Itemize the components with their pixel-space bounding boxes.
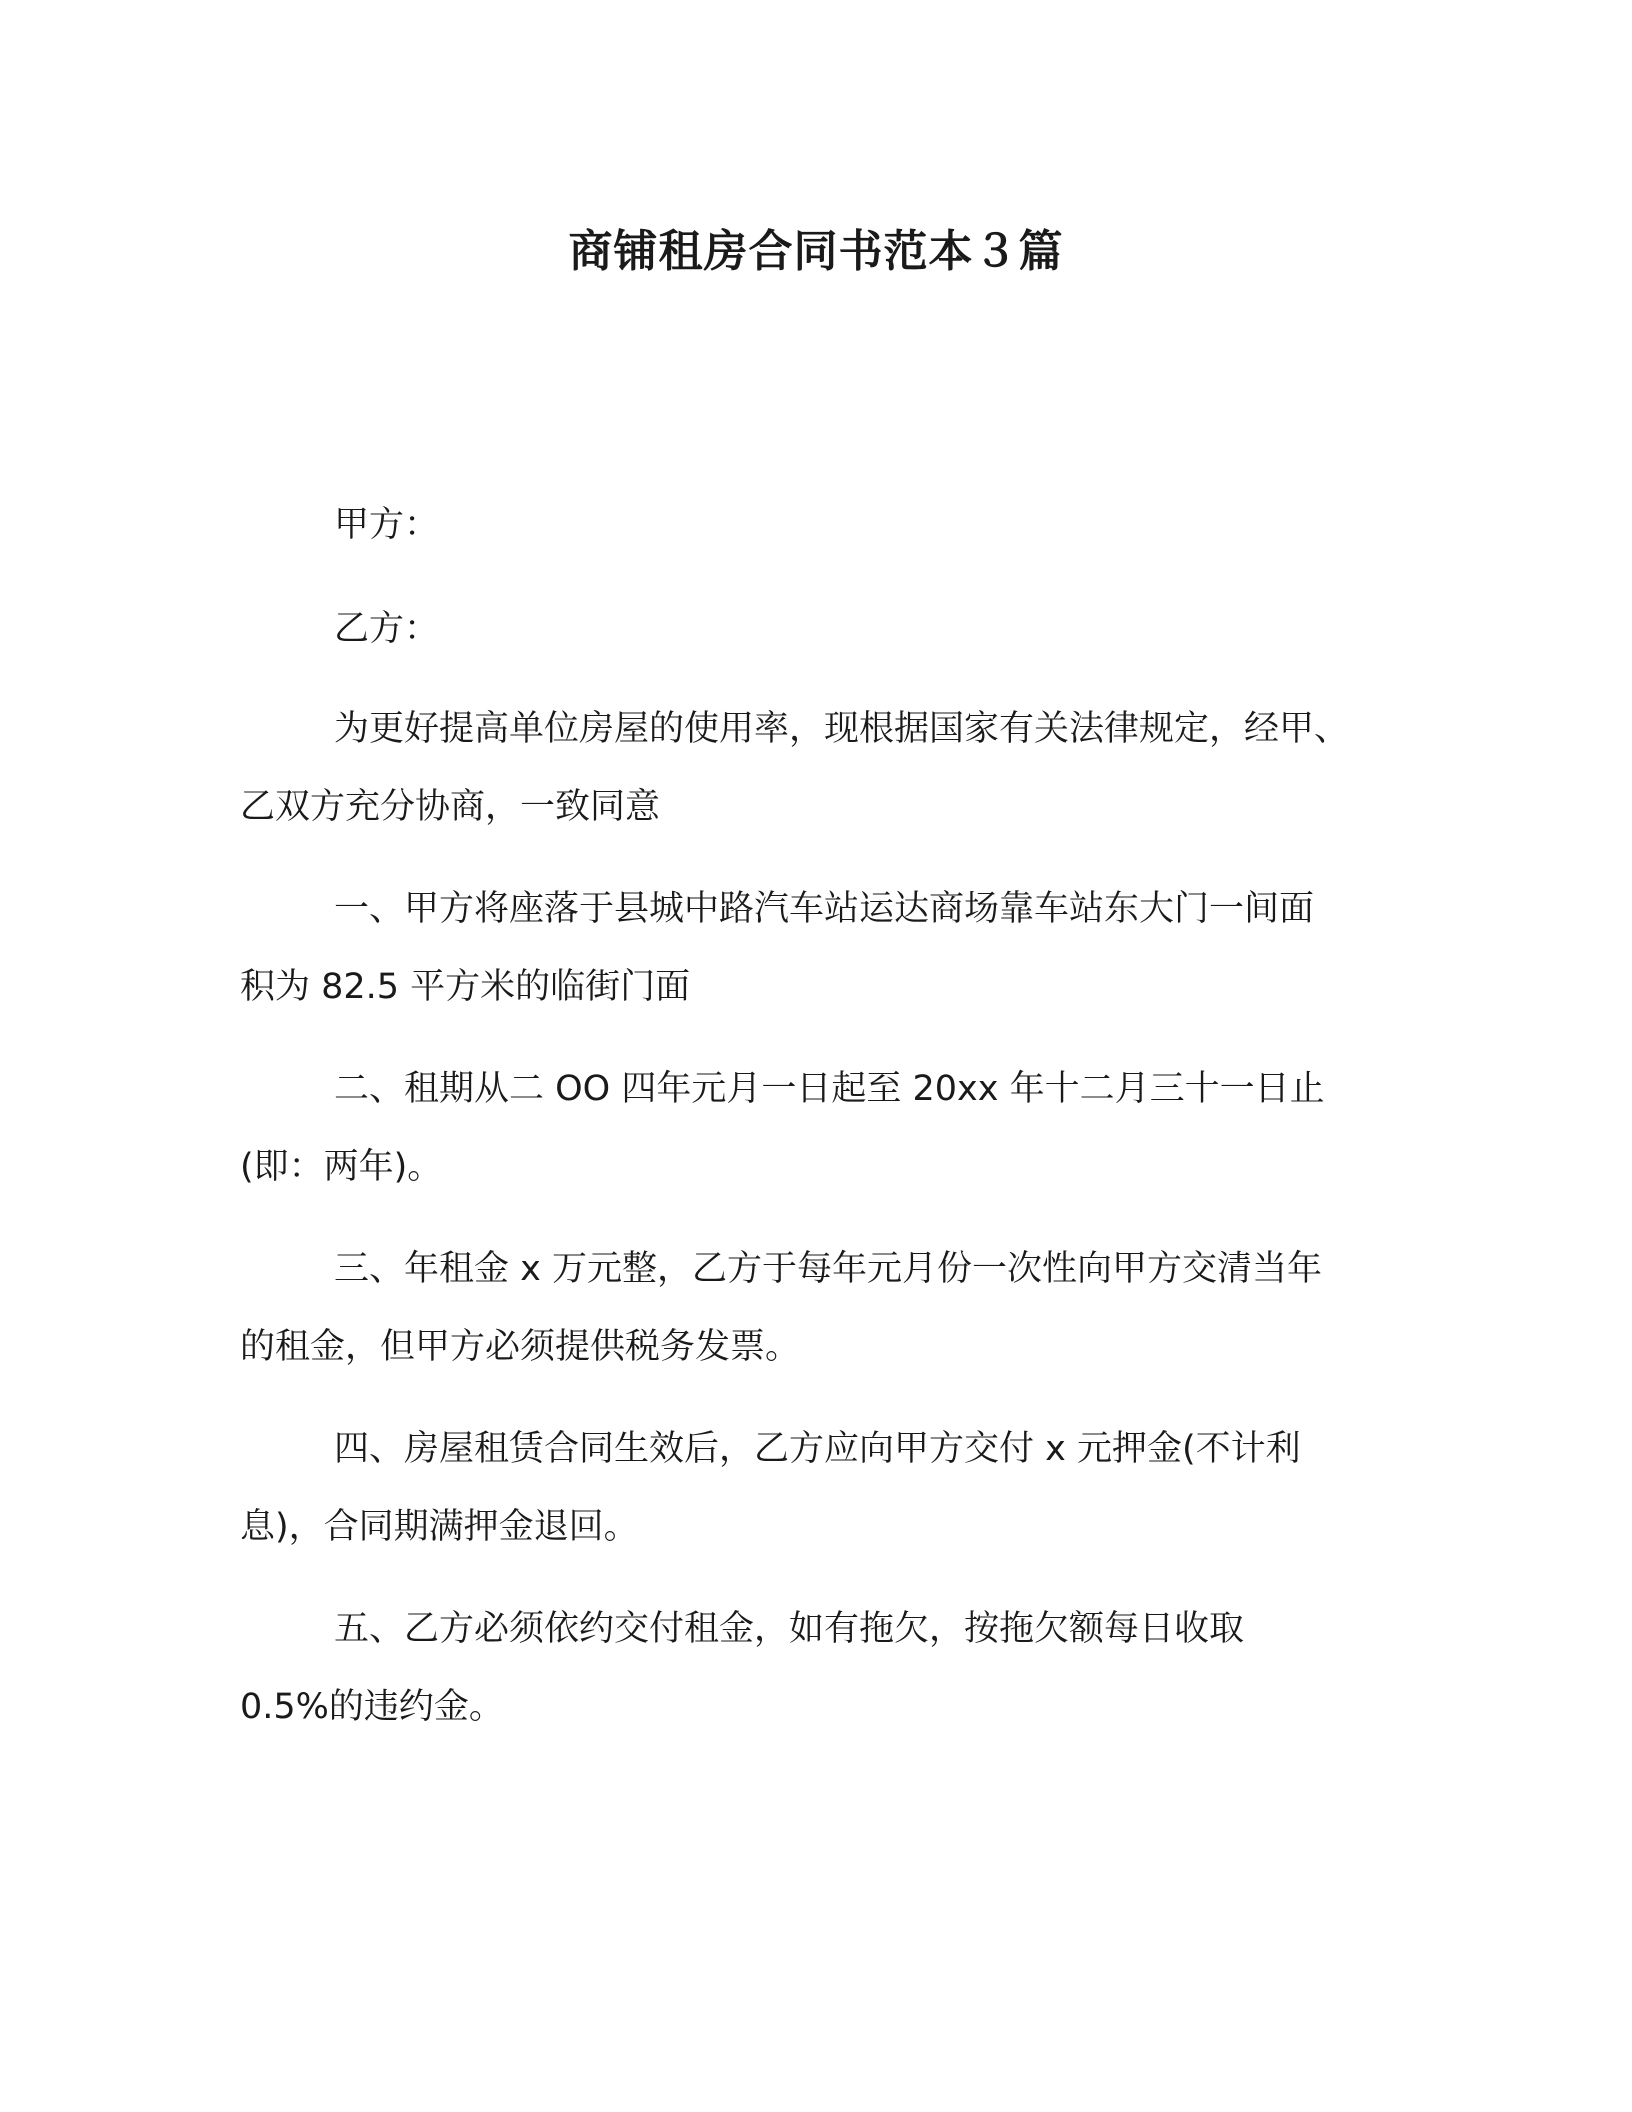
paragraph-clause-5 <box>240 1590 1400 1746</box>
party-b-label <box>240 590 1400 668</box>
paragraph-line: 三、年租金 x 万元整，乙方于每年元月份一次性向甲方交清当年 <box>334 1249 1322 1289</box>
party-a-text: 甲方： <box>334 505 440 545</box>
paragraph-line: 0.5%的违约金。 <box>240 1687 504 1727</box>
paragraph-line: 五、乙方必须依约交付租金，如有拖欠，按拖欠额每日收取 <box>334 1609 1245 1649</box>
paragraph-line: 息)，合同期满押金退回。 <box>240 1507 639 1547</box>
paragraph-clause-3 <box>240 1230 1400 1386</box>
paragraph-preamble <box>240 690 1400 846</box>
paragraph-clause-2 <box>240 1050 1400 1206</box>
paragraph-clause-1 <box>240 870 1400 1026</box>
paragraph-clause-4 <box>240 1410 1400 1566</box>
party-a-label <box>240 486 1400 564</box>
paragraph-line: 一、甲方将座落于县城中路汽车站运达商场靠车站东大门一间面 <box>334 889 1315 929</box>
paragraph-line: 二、租期从二 OO 四年元月一日起至 20xx 年十二月三十一日止 <box>334 1069 1325 1109</box>
paragraph-line: 的租金，但甲方必须提供税务发票。 <box>240 1327 801 1367</box>
document-title: 商铺租房合同书范本３篇 <box>568 226 1064 277</box>
party-b-text: 乙方： <box>334 609 440 649</box>
paragraph-line: 积为 82.5 平方米的临街门面 <box>240 967 691 1007</box>
paragraph-line: 乙双方充分协商，一致同意 <box>240 787 661 827</box>
paragraph-line: 四、房屋租赁合同生效后，乙方应向甲方交付 x 元押金(不计利 <box>334 1429 1301 1469</box>
paragraph-line: (即：两年)。 <box>240 1147 443 1187</box>
paragraph-line: 为更好提高单位房屋的使用率，现根据国家有关法律规定，经甲、 <box>334 709 1350 749</box>
